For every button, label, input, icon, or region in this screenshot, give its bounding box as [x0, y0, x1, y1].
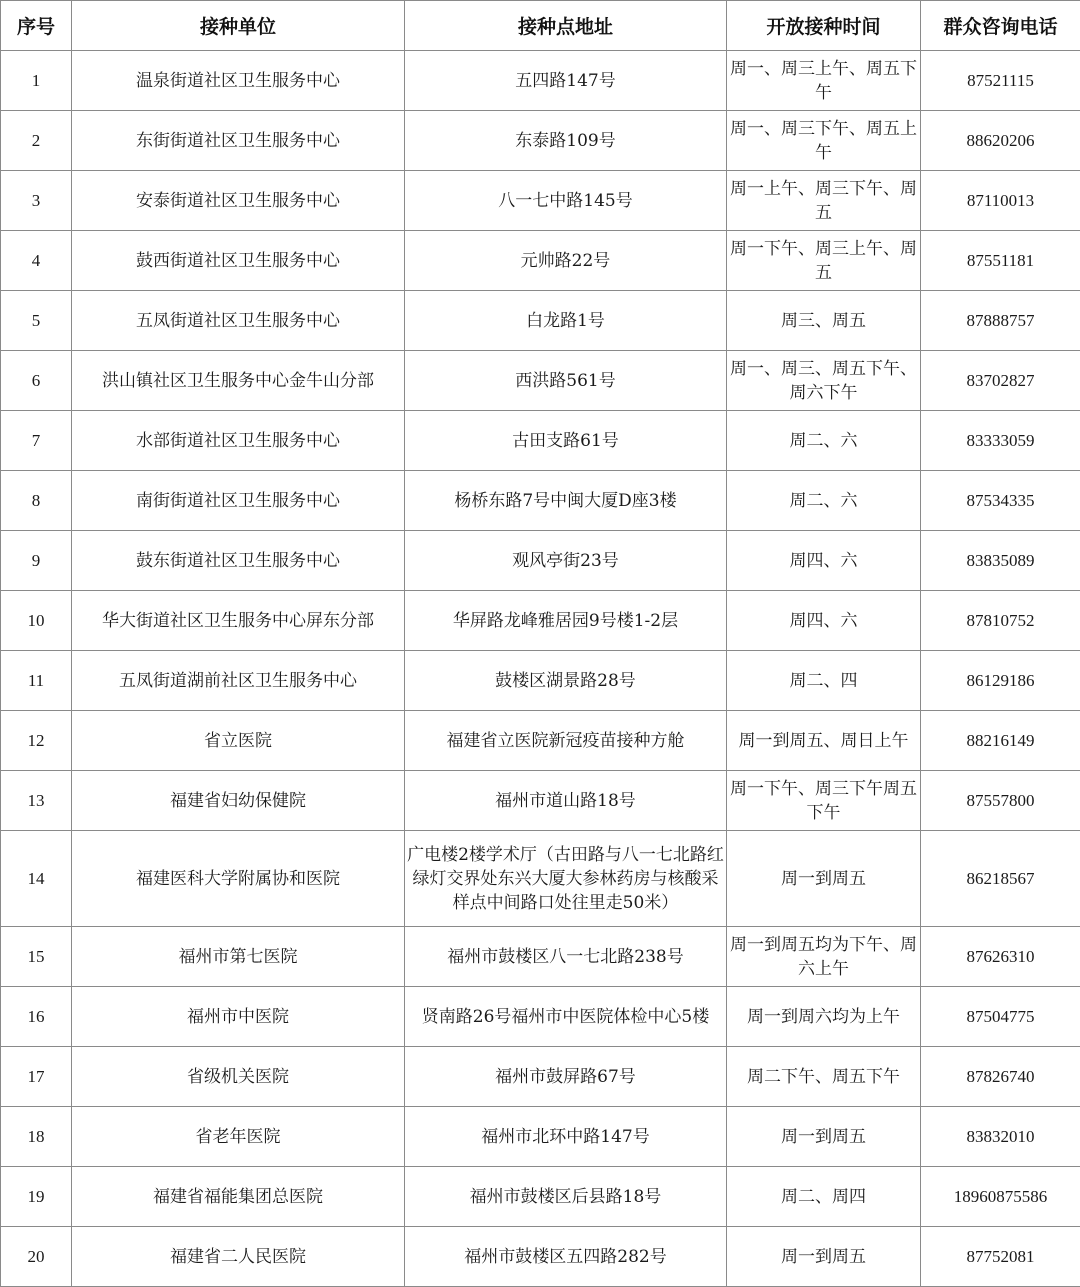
cell-unit: 福州市第七医院: [72, 927, 405, 987]
table-header-row: [1, 1, 1080, 51]
cell-hours: 周一下午、周三上午、周五: [727, 231, 921, 291]
cell-index: 18: [1, 1107, 72, 1167]
header-phone: 群众咨询电话: [921, 1, 1080, 51]
table-row: [1, 171, 1080, 231]
cell-hours: 周二下午、周五下午: [727, 1047, 921, 1107]
table-row: [1, 111, 1080, 171]
cell-index: 15: [1, 927, 72, 987]
cell-address: 元帅路22号: [405, 231, 727, 291]
cell-address: 西洪路561号: [405, 351, 727, 411]
table-row: [1, 831, 1080, 927]
cell-phone: 87626310: [921, 927, 1080, 987]
cell-index: 20: [1, 1227, 72, 1287]
cell-index: 5: [1, 291, 72, 351]
table-row: [1, 1227, 1080, 1287]
table-row: [1, 591, 1080, 651]
cell-phone: 83702827: [921, 351, 1080, 411]
cell-index: 14: [1, 831, 72, 927]
cell-address: 八一七中路145号: [405, 171, 727, 231]
table-row: [1, 1047, 1080, 1107]
cell-unit: 省立医院: [72, 711, 405, 771]
header-unit: 接种单位: [72, 1, 405, 51]
cell-index: 6: [1, 351, 72, 411]
cell-phone: 87888757: [921, 291, 1080, 351]
cell-address: 东泰路109号: [405, 111, 727, 171]
cell-phone: 83832010: [921, 1107, 1080, 1167]
cell-unit: 水部街道社区卫生服务中心: [72, 411, 405, 471]
header-address: 接种点地址: [405, 1, 727, 51]
cell-unit: 东街街道社区卫生服务中心: [72, 111, 405, 171]
cell-unit: 福建医科大学附属协和医院: [72, 831, 405, 927]
cell-hours: 周二、六: [727, 471, 921, 531]
table-row: [1, 471, 1080, 531]
cell-address: 观风亭街23号: [405, 531, 727, 591]
cell-unit: 温泉街道社区卫生服务中心: [72, 51, 405, 111]
cell-phone: 83333059: [921, 411, 1080, 471]
cell-phone: 87534335: [921, 471, 1080, 531]
cell-phone: 88620206: [921, 111, 1080, 171]
cell-index: 17: [1, 1047, 72, 1107]
table-row: [1, 411, 1080, 471]
cell-unit: 安泰街道社区卫生服务中心: [72, 171, 405, 231]
header-hours: 开放接种时间: [727, 1, 921, 51]
cell-hours: 周一到周五: [727, 831, 921, 927]
cell-address: 福州市北环中路147号: [405, 1107, 727, 1167]
cell-index: 10: [1, 591, 72, 651]
cell-unit: 福建省二人民医院: [72, 1227, 405, 1287]
cell-unit: 鼓东街道社区卫生服务中心: [72, 531, 405, 591]
cell-hours: 周一、周三上午、周五下午: [727, 51, 921, 111]
table-row: [1, 231, 1080, 291]
cell-hours: 周四、六: [727, 531, 921, 591]
cell-phone: 87752081: [921, 1227, 1080, 1287]
cell-index: 7: [1, 411, 72, 471]
cell-phone: 86129186: [921, 651, 1080, 711]
table-row: [1, 927, 1080, 987]
table-row: [1, 771, 1080, 831]
cell-address: 五四路147号: [405, 51, 727, 111]
cell-index: 19: [1, 1167, 72, 1227]
cell-index: 2: [1, 111, 72, 171]
cell-index: 12: [1, 711, 72, 771]
cell-unit: 洪山镇社区卫生服务中心金牛山分部: [72, 351, 405, 411]
table-row: [1, 651, 1080, 711]
cell-phone: 87826740: [921, 1047, 1080, 1107]
cell-hours: 周二、四: [727, 651, 921, 711]
cell-hours: 周一上午、周三下午、周五: [727, 171, 921, 231]
cell-unit: 五凤街道湖前社区卫生服务中心: [72, 651, 405, 711]
cell-unit: 五凤街道社区卫生服务中心: [72, 291, 405, 351]
cell-address: 广电楼2楼学术厅（古田路与八一七北路红绿灯交界处东兴大厦大参林药房与核酸采样点中间路口处往里走50米）: [405, 831, 727, 927]
cell-unit: 省老年医院: [72, 1107, 405, 1167]
cell-unit: 华大街道社区卫生服务中心屏东分部: [72, 591, 405, 651]
cell-unit: 鼓西街道社区卫生服务中心: [72, 231, 405, 291]
cell-address: 华屏路龙峰雅居园9号楼1-2层: [405, 591, 727, 651]
cell-index: 13: [1, 771, 72, 831]
cell-index: 16: [1, 987, 72, 1047]
cell-address: 鼓楼区湖景路28号: [405, 651, 727, 711]
cell-phone: 18960875586: [921, 1167, 1080, 1227]
cell-address: 福州市鼓楼区五四路282号: [405, 1227, 727, 1287]
cell-phone: 86218567: [921, 831, 1080, 927]
cell-hours: 周一到周五: [727, 1227, 921, 1287]
cell-address: 福州市道山路18号: [405, 771, 727, 831]
cell-hours: 周三、周五: [727, 291, 921, 351]
cell-address: 古田支路61号: [405, 411, 727, 471]
cell-hours: 周一下午、周三下午周五下午: [727, 771, 921, 831]
cell-unit: 福建省妇幼保健院: [72, 771, 405, 831]
cell-unit: 省级机关医院: [72, 1047, 405, 1107]
cell-hours: 周一、周三下午、周五上午: [727, 111, 921, 171]
header-index: 序号: [1, 1, 72, 51]
cell-phone: 87551181: [921, 231, 1080, 291]
cell-index: 3: [1, 171, 72, 231]
table-row: [1, 1107, 1080, 1167]
cell-phone: 87110013: [921, 171, 1080, 231]
cell-hours: 周四、六: [727, 591, 921, 651]
cell-address: 杨桥东路7号中闽大厦D座3楼: [405, 471, 727, 531]
cell-address: 福州市鼓楼区后县路18号: [405, 1167, 727, 1227]
cell-address: 白龙路1号: [405, 291, 727, 351]
cell-hours: 周一到周五均为下午、周六上午: [727, 927, 921, 987]
table-row: [1, 351, 1080, 411]
cell-unit: 南街街道社区卫生服务中心: [72, 471, 405, 531]
table-body: [1, 51, 1080, 1287]
cell-index: 11: [1, 651, 72, 711]
cell-hours: 周一到周五、周日上午: [727, 711, 921, 771]
cell-phone: 87504775: [921, 987, 1080, 1047]
cell-unit: 福建省福能集团总医院: [72, 1167, 405, 1227]
table-row: [1, 987, 1080, 1047]
cell-index: 8: [1, 471, 72, 531]
cell-index: 4: [1, 231, 72, 291]
table-row: [1, 51, 1080, 111]
table-row: [1, 531, 1080, 591]
cell-unit: 福州市中医院: [72, 987, 405, 1047]
cell-phone: 88216149: [921, 711, 1080, 771]
cell-phone: 87521115: [921, 51, 1080, 111]
cell-index: 1: [1, 51, 72, 111]
cell-index: 9: [1, 531, 72, 591]
cell-hours: 周二、周四: [727, 1167, 921, 1227]
cell-hours: 周一、周三、周五下午、周六下午: [727, 351, 921, 411]
table-row: [1, 711, 1080, 771]
cell-hours: 周二、六: [727, 411, 921, 471]
cell-address: 贤南路26号福州市中医院体检中心5楼: [405, 987, 727, 1047]
cell-hours: 周一到周五: [727, 1107, 921, 1167]
table-row: [1, 291, 1080, 351]
cell-phone: 87810752: [921, 591, 1080, 651]
cell-address: 福建省立医院新冠疫苗接种方舱: [405, 711, 727, 771]
cell-hours: 周一到周六均为上午: [727, 987, 921, 1047]
table-row: [1, 1167, 1080, 1227]
cell-address: 福州市鼓楼区八一七北路238号: [405, 927, 727, 987]
cell-phone: 83835089: [921, 531, 1080, 591]
cell-phone: 87557800: [921, 771, 1080, 831]
cell-address: 福州市鼓屏路67号: [405, 1047, 727, 1107]
